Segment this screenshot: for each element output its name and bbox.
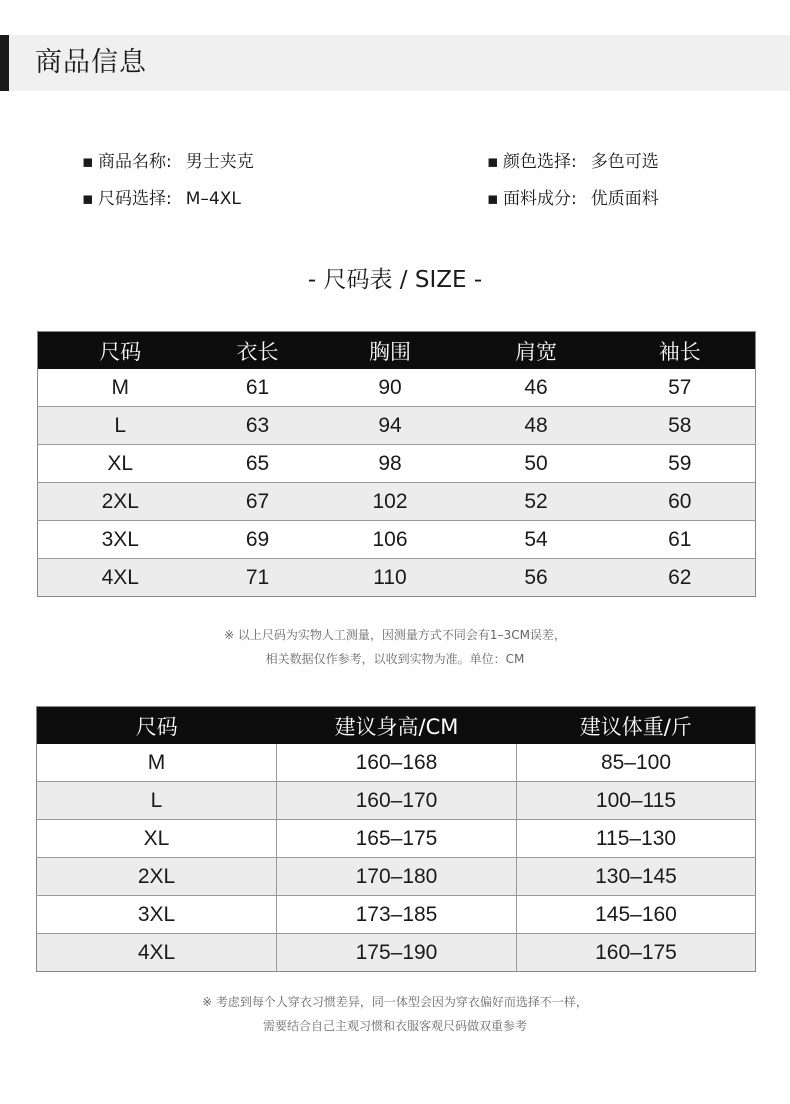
table-cell: 60	[605, 483, 756, 521]
table-cell: L	[38, 407, 203, 445]
table-cell: 2XL	[37, 858, 277, 896]
column-header: 尺码	[37, 707, 277, 745]
info-value: 男士夹克	[185, 152, 254, 172]
measurement-note-line-1: ※ 以上尺码为实物人工测量，因测量方式不同会有1–3CM误差，	[224, 628, 566, 642]
bullet-icon: ▪	[82, 189, 94, 209]
table-cell: 160–168	[277, 744, 517, 782]
table-cell: XL	[37, 820, 277, 858]
header-accent-bar	[0, 35, 9, 91]
table-cell: 160–175	[517, 934, 756, 972]
table-row	[37, 858, 756, 896]
size-chart-title: - 尺码表 / SIZE -	[307, 267, 483, 293]
table-cell: 160–170	[277, 782, 517, 820]
size-table	[37, 331, 756, 597]
table-cell: 52	[468, 483, 605, 521]
table-cell: 170–180	[277, 858, 517, 896]
info-item-size	[82, 188, 241, 210]
info-item-name	[82, 151, 254, 173]
info-label: 颜色选择:	[503, 152, 577, 172]
table-cell: 59	[605, 445, 756, 483]
table-cell: 115–130	[517, 820, 756, 858]
header-bar	[0, 35, 790, 91]
table-cell: 48	[468, 407, 605, 445]
page-title: 商品信息	[35, 47, 147, 78]
table-row	[38, 483, 756, 521]
table-cell: 4XL	[37, 934, 277, 972]
table-row	[37, 782, 756, 820]
table-cell: 100–115	[517, 782, 756, 820]
table-cell: 110	[313, 559, 468, 597]
bullet-icon: ▪	[487, 189, 499, 209]
info-value: 优质面料	[590, 189, 659, 209]
info-value: M–4XL	[185, 189, 241, 209]
info-label: 面料成分:	[503, 189, 577, 209]
table-cell: 56	[468, 559, 605, 597]
table-row	[38, 407, 756, 445]
table-row	[38, 445, 756, 483]
column-header: 胸围	[313, 332, 468, 370]
info-label: 商品名称:	[98, 152, 172, 172]
recommendation-table	[36, 706, 756, 972]
recommendation-table-header-row	[37, 707, 756, 745]
table-cell: 102	[313, 483, 468, 521]
table-cell: 165–175	[277, 820, 517, 858]
fit-note-line-2: 需要结合自己主观习惯和衣服客观尺码做双重参考	[262, 1019, 527, 1033]
table-cell: 3XL	[37, 896, 277, 934]
table-cell: L	[37, 782, 277, 820]
table-cell: 175–190	[277, 934, 517, 972]
column-header: 肩宽	[468, 332, 605, 370]
table-cell: 94	[313, 407, 468, 445]
table-cell: 130–145	[517, 858, 756, 896]
table-cell: 57	[605, 369, 756, 407]
bullet-icon: ▪	[82, 152, 94, 172]
table-cell: 58	[605, 407, 756, 445]
table-cell: 65	[203, 445, 313, 483]
table-cell: 90	[313, 369, 468, 407]
table-cell: 106	[313, 521, 468, 559]
info-label: 尺码选择:	[98, 189, 172, 209]
fit-note-line-1: ※ 考虑到每个人穿衣习惯差异，同一体型会因为穿衣偏好而选择不一样，	[202, 995, 588, 1009]
bullet-icon: ▪	[487, 152, 499, 172]
measurement-note-line-2: 相关数据仅作参考，以收到实物为准。单位：CM	[265, 652, 525, 666]
table-row	[38, 521, 756, 559]
table-cell: 54	[468, 521, 605, 559]
table-cell: M	[38, 369, 203, 407]
column-header: 尺码	[38, 332, 203, 370]
table-cell: 67	[203, 483, 313, 521]
table-cell: XL	[38, 445, 203, 483]
table-cell: 61	[203, 369, 313, 407]
table-row	[38, 369, 756, 407]
info-value: 多色可选	[590, 152, 659, 172]
table-row	[37, 934, 756, 972]
table-row	[38, 559, 756, 597]
column-header: 建议体重/斤	[517, 707, 756, 745]
table-cell: 173–185	[277, 896, 517, 934]
table-cell: 145–160	[517, 896, 756, 934]
table-cell: 69	[203, 521, 313, 559]
table-cell: 46	[468, 369, 605, 407]
table-row	[37, 744, 756, 782]
table-cell: 3XL	[38, 521, 203, 559]
table-cell: 63	[203, 407, 313, 445]
table-cell: 98	[313, 445, 468, 483]
column-header: 衣长	[203, 332, 313, 370]
table-cell: M	[37, 744, 277, 782]
table-cell: 62	[605, 559, 756, 597]
table-cell: 71	[203, 559, 313, 597]
info-item-fabric	[487, 188, 659, 210]
info-item-color	[487, 151, 659, 173]
table-cell: 4XL	[38, 559, 203, 597]
table-row	[37, 896, 756, 934]
table-row	[37, 820, 756, 858]
table-cell: 2XL	[38, 483, 203, 521]
column-header: 建议身高/CM	[277, 707, 517, 745]
size-table-header-row	[38, 332, 756, 370]
table-cell: 61	[605, 521, 756, 559]
table-cell: 85–100	[517, 744, 756, 782]
column-header: 袖长	[605, 332, 756, 370]
table-cell: 50	[468, 445, 605, 483]
